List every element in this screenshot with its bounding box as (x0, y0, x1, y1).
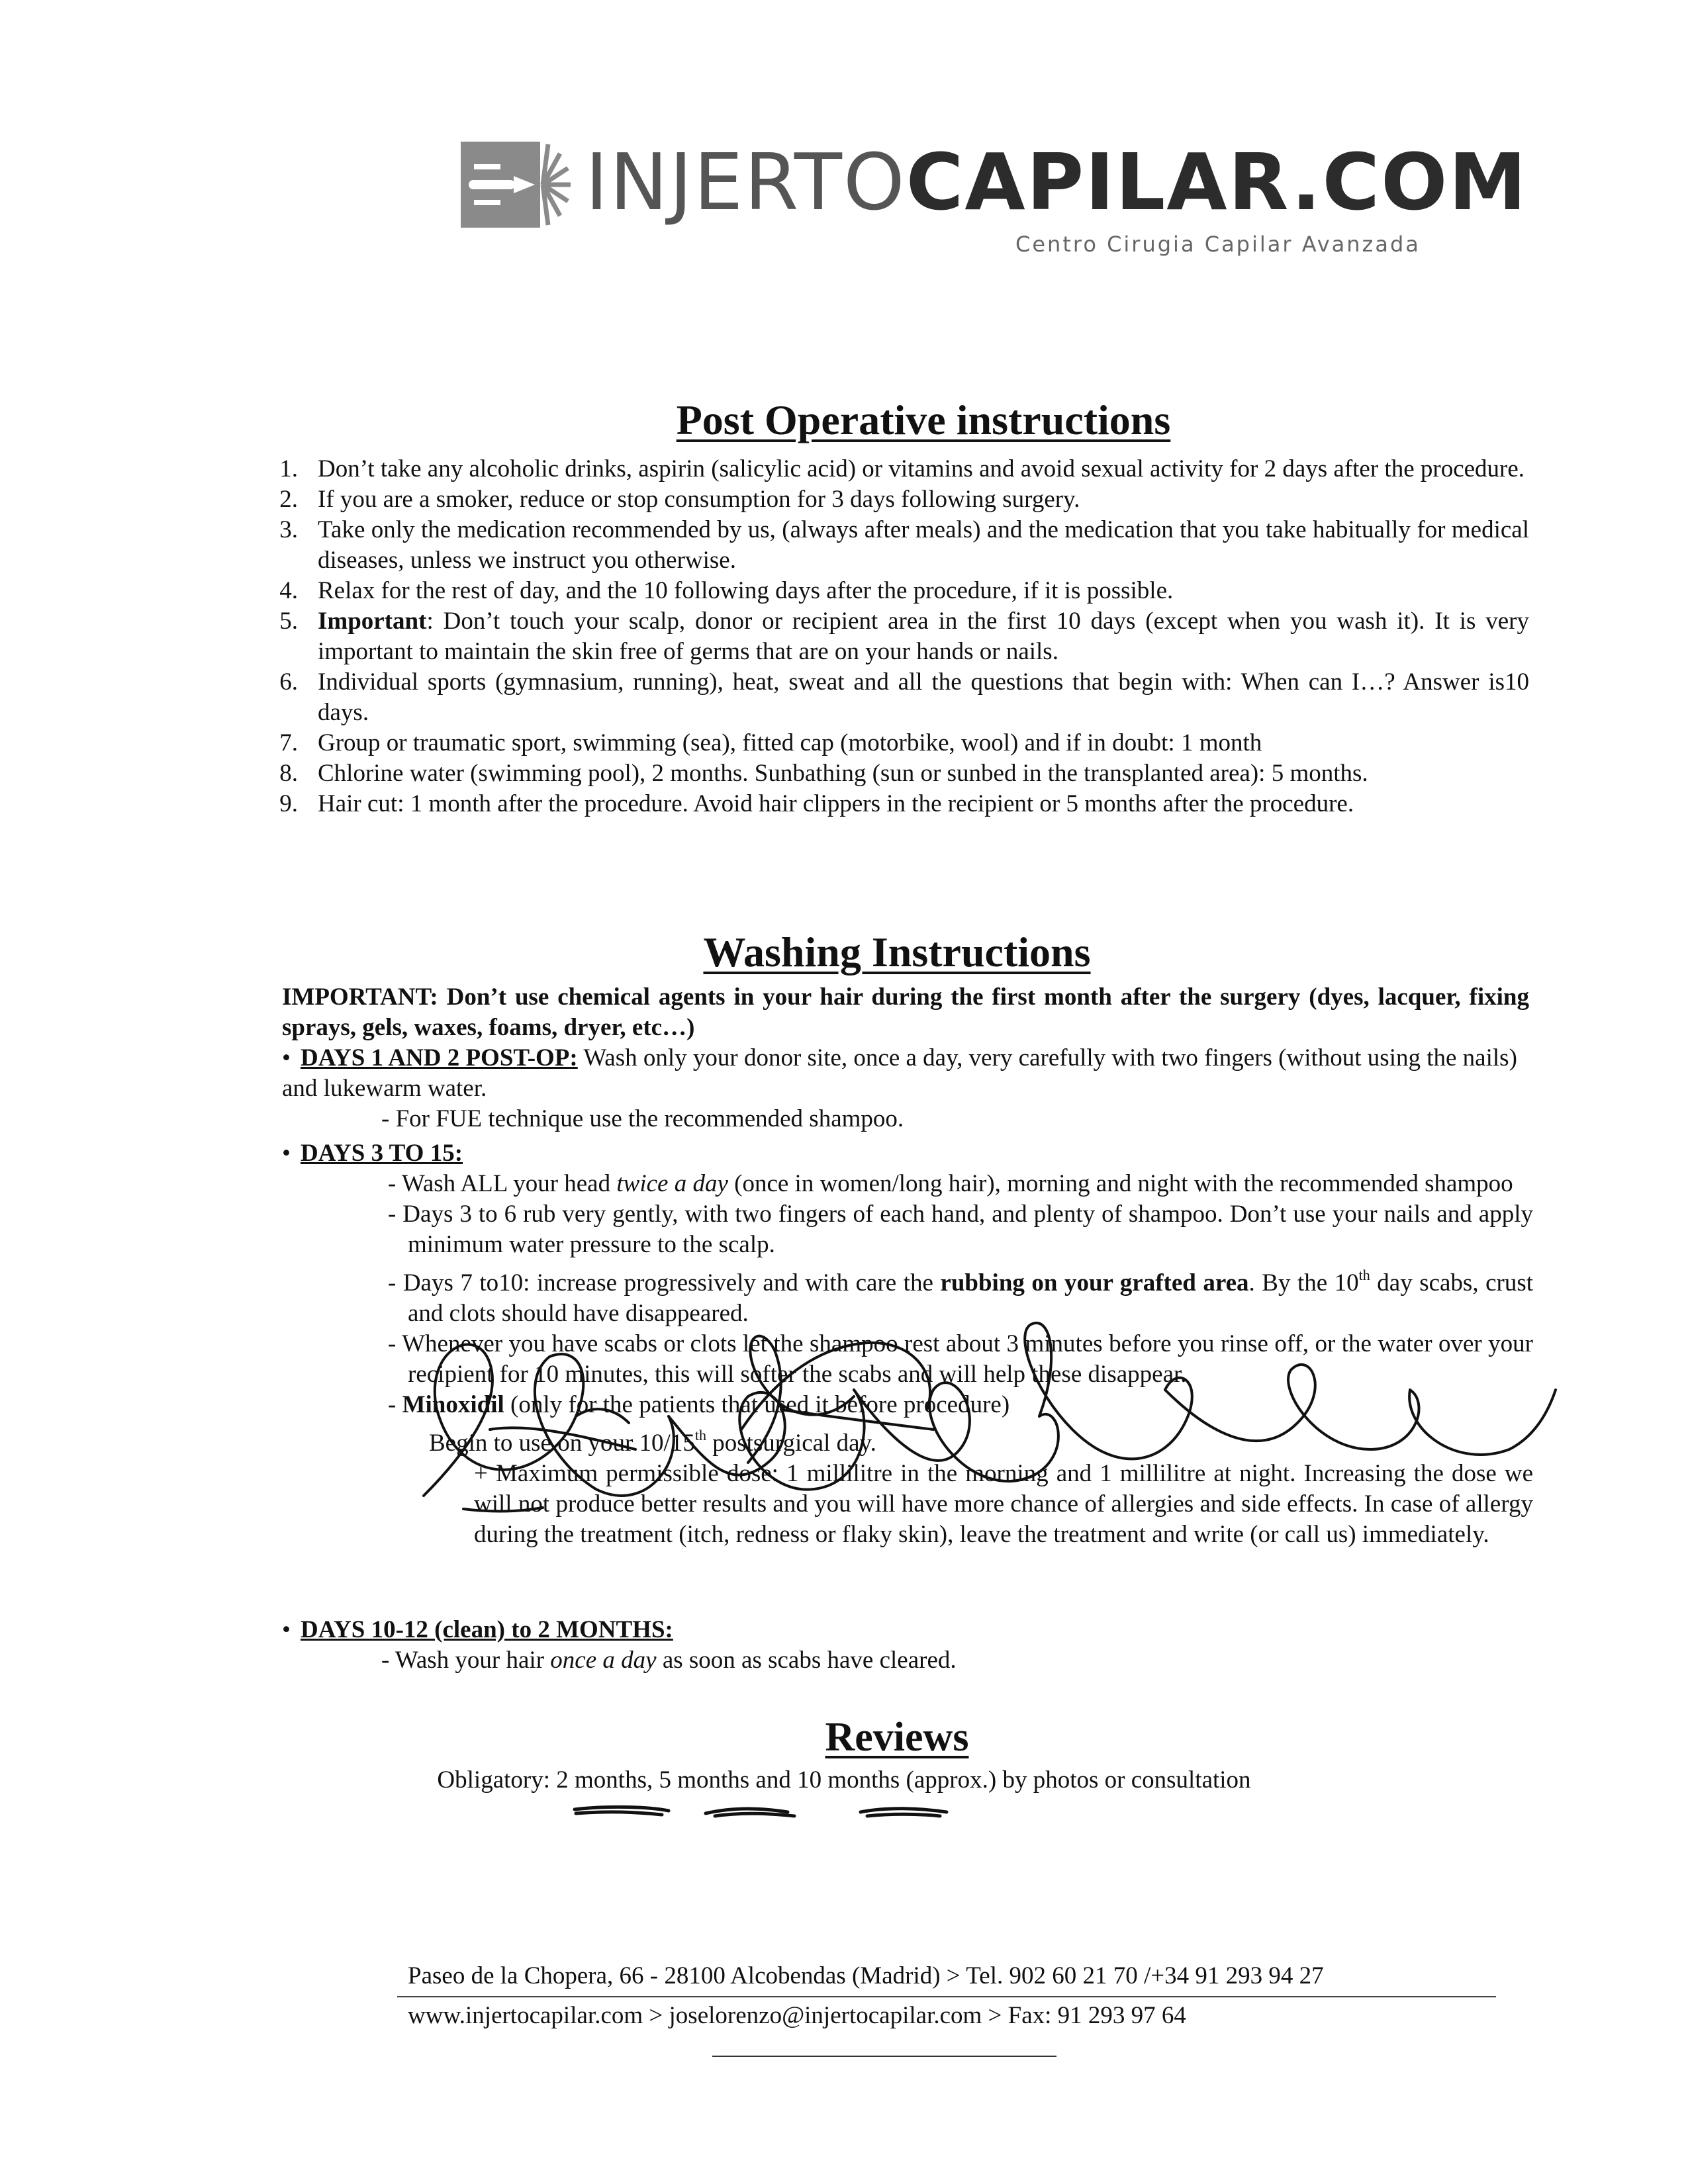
days-3-15-section (282, 1138, 1533, 1550)
minoxidil-dose: + Maximum permissible dose: 1 millilitre in the morning and 1 millilitre at night. Increasing the dose we will not produce better results and you will have more chance of allergies and side effects. In case of allergy during the treatment (itch, redness or flaky skin), leave the treatment and write (or call us) immediately. (474, 1460, 1533, 1548)
footer-divider (397, 1996, 1496, 1997)
days-1-2-section (282, 1043, 1533, 1134)
scabs-note: - Whenever you have scabs or clots let the shampoo rest about 3 minutes before you rinse off, or the water over your recipient for 10 minutes, this will softer the scabs and will help these disappear. (388, 1330, 1533, 1388)
washing-important-note: IMPORTANT: Don’t use chemical agents in your hair during the first month after the surgery (dyes, lacquer, fixing sprays, gels, waxes, foams, dryer, etc…) (282, 983, 1529, 1041)
wash-em: twice a day (616, 1170, 728, 1197)
minox-bold: Minoxidil (402, 1391, 504, 1418)
minoxidil-begin (282, 1420, 1533, 1459)
d7-pre: - Days 7 to10: increase progressively and with care the (388, 1269, 941, 1297)
minox-begin-pre: Begin to use on your 10/15 (429, 1430, 695, 1457)
post-op-list (279, 454, 1529, 819)
days-1-2-fue: - For FUE technique use the recommended shampoo. (381, 1105, 904, 1132)
wash-pre: - Wash ALL your head (388, 1170, 617, 1197)
washing-title: Washing Instructions (703, 929, 1091, 976)
brand-name-bold: CAPILAR.COM (906, 136, 1528, 228)
post-op-item-text: Take only the medication recommended by us, (always after meals) and the medication that you take habitually for medical diseases, unless we instruct you otherwise. (318, 516, 1529, 574)
post-op-item-text: : Don’t touch your scalp, donor or recipient area in the first 10 days (except when you wash it). It is very important to maintain the skin free of germs that are on your hands or nails. (318, 608, 1529, 665)
post-op-item (279, 789, 1529, 819)
minox-dash: - (388, 1391, 402, 1418)
minoxidil-heading (282, 1390, 1533, 1420)
post-op-item-number: 9. (279, 790, 298, 817)
days-1-2-text: Wash only your donor site, once a day, very carefully with two fingers (without using the nails) and lukewarm water. (282, 1044, 1517, 1102)
post-op-item-text: Group or traumatic sport, swimming (sea), fitted cap (motorbike, wool) and if in doubt: 1 month (318, 729, 1262, 756)
brand-name (585, 136, 1528, 228)
post-op-item-text: Individual sports (gymnasium, running), heat, sweat and all the questions that begin with: When can I…? Answer is10 days. (318, 668, 1529, 726)
post-op-item-number: 2. (279, 486, 298, 513)
minox-rest: (only for the patients that used it before procedure) (504, 1391, 1010, 1418)
post-op-item-text: If you are a smoker, reduce or stop consumption for 3 days following surgery. (318, 486, 1080, 513)
post-op-item-number: 3. (279, 516, 298, 543)
post-op-item (279, 515, 1529, 576)
d7-sup: th (1358, 1267, 1370, 1283)
days-3-15-heading: DAYS 3 TO 15: (301, 1140, 463, 1167)
post-op-item-number: 7. (279, 729, 298, 756)
days-10-12-heading-row (282, 1615, 1533, 1645)
brand-tagline: Centro Cirugia Capilar Avanzada (1015, 232, 1421, 257)
bullet-icon: • (282, 1044, 291, 1071)
post-op-item (279, 667, 1529, 728)
days-3-6-rub: - Days 3 to 6 rub very gently, with two fingers of each hand, and plenty of shampoo. Don’t use your nails and apply minimum water pressure to the scalp. (388, 1201, 1533, 1258)
footer-underline (712, 2056, 1056, 2057)
footer-address: Paseo de la Chopera, 66 - 28100 Alcobendas (Madrid) > Tel. 902 60 21 70 /+34 91 293 94 27 (408, 1962, 1324, 1989)
post-op-item (279, 606, 1529, 667)
footer-contact: www.injertocapilar.com > joselorenzo@injertocapilar.com > Fax: 91 293 97 64 (408, 2002, 1186, 2029)
reviews-text: Obligatory: 2 months, 5 months and 10 months (approx.) by photos or consultation (437, 1766, 1251, 1794)
post-op-title: Post Operative instructions (676, 396, 1171, 443)
post-op-item (279, 454, 1529, 484)
post-op-item-number: 5. (279, 608, 298, 635)
wash-post: (once in women/long hair), morning and night with the recommended shampoo (727, 1170, 1513, 1197)
days-3-15-wash (282, 1169, 1533, 1199)
days-10-12-section (282, 1615, 1533, 1676)
post-op-item-number: 8. (279, 760, 298, 787)
post-op-item-number: 1. (279, 455, 298, 482)
days-10-12-heading: DAYS 10-12 (clean) to 2 MONTHS: (301, 1616, 673, 1643)
d7-bold: rubbing on your grafted area (940, 1269, 1249, 1297)
d10-em: once a day (550, 1647, 657, 1674)
reviews-title: Reviews (825, 1715, 969, 1760)
d10-post: as soon as scabs have cleared. (656, 1647, 957, 1674)
post-op-item (279, 728, 1529, 758)
bullet-icon: • (282, 1140, 291, 1167)
brand-name-thin: INJERTO (585, 136, 906, 228)
d7-mid: . By the 10 (1248, 1269, 1359, 1297)
days-1-2-paragraph (282, 1043, 1533, 1104)
post-op-item-text: Chlorine water (swimming pool), 2 months. Sunbathing (sun or sunbed in the transplanted area): 5 months. (318, 760, 1368, 787)
days-1-2-heading: DAYS 1 AND 2 POST-OP: (301, 1044, 578, 1071)
post-op-item (279, 576, 1529, 606)
days-10-12-text (282, 1645, 1533, 1676)
days-7-10 (282, 1260, 1533, 1329)
post-op-item-text: Hair cut: 1 month after the procedure. Avoid hair clippers in the recipient or 5 months after the procedure. (318, 790, 1354, 817)
post-op-item-text: Relax for the rest of day, and the 10 following days after the procedure, if it is possible. (318, 577, 1174, 604)
d10-pre: - Wash your hair (381, 1647, 551, 1674)
d7-post: day scabs, crust and clots should have disappeared. (408, 1269, 1533, 1327)
scalpel-sunburst-logo-icon (461, 142, 572, 228)
minox-begin-post: postsurgical day. (706, 1430, 876, 1457)
days-3-15-heading-row (282, 1138, 1533, 1169)
post-op-item (279, 484, 1529, 515)
post-op-item (279, 758, 1529, 789)
post-op-item-text: Don’t take any alcoholic drinks, aspirin (salicylic acid) or vitamins and avoid sexual activity for 2 days after the procedure. (318, 455, 1525, 482)
bullet-icon: • (282, 1616, 291, 1643)
post-op-item-number: 4. (279, 577, 298, 604)
post-op-item-number: 6. (279, 668, 298, 696)
minox-begin-sup: th (694, 1427, 706, 1443)
post-op-item-bold: Important (318, 608, 427, 635)
